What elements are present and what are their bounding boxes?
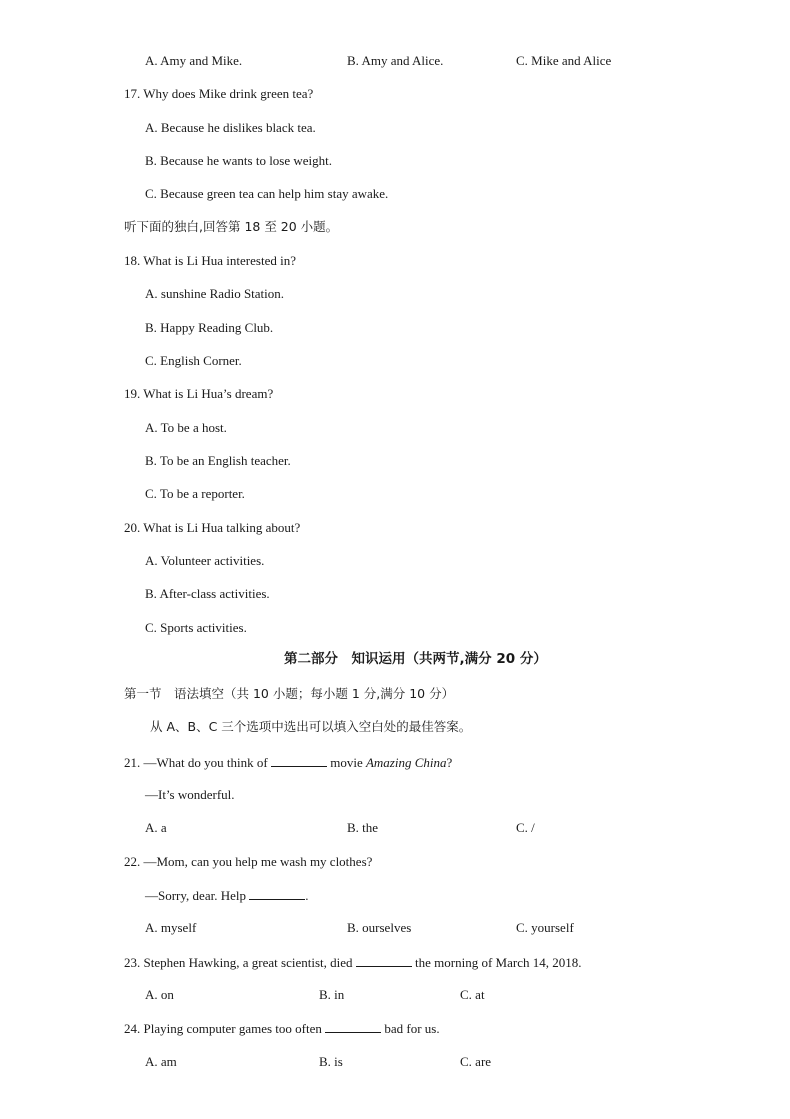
q20-option-b: B. After-class activities. bbox=[145, 586, 270, 601]
q19-option-c: C. To be a reporter. bbox=[145, 486, 245, 501]
q22-reply bbox=[145, 887, 308, 904]
section-one-instruction: 从 A、B、C 三个选项中选出可以填入空白处的最佳答案。 bbox=[150, 719, 472, 734]
q23-option-b: B. in bbox=[319, 987, 345, 1002]
part-two-title: 第二部分 知识运用（共两节,满分 20 分） bbox=[284, 651, 547, 667]
q18-option-a: A. sunshine Radio Station. bbox=[145, 286, 285, 301]
q19-option-a: A. To be a host. bbox=[145, 420, 227, 435]
q20-stem: 20. What is Li Hua talking about? bbox=[124, 520, 301, 535]
q18-option-c: C. English Corner. bbox=[145, 353, 242, 368]
q24-option-b: B. is bbox=[319, 1054, 343, 1069]
q21-stem-pre: 21. —What do you think of bbox=[124, 755, 268, 770]
q17-option-a: A. Because he dislikes black tea. bbox=[145, 120, 316, 135]
q21-option-c: C. / bbox=[516, 820, 535, 835]
q22-reply-pre: —Sorry, dear. Help bbox=[145, 888, 246, 903]
q17-stem: 17. Why does Mike drink green tea? bbox=[124, 86, 314, 101]
q20-option-c: C. Sports activities. bbox=[145, 620, 247, 635]
q23-stem bbox=[124, 954, 581, 971]
q21-option-a: A. a bbox=[145, 820, 167, 835]
q22-option-a: A. myself bbox=[145, 920, 197, 935]
q21-blank bbox=[271, 754, 327, 767]
q23-option-a: A. on bbox=[145, 987, 174, 1002]
q23-option-c: C. at bbox=[460, 987, 485, 1002]
q16-option-c: C. Mike and Alice bbox=[516, 53, 612, 68]
q19-option-b: B. To be an English teacher. bbox=[145, 453, 291, 468]
q17-option-b: B. Because he wants to lose weight. bbox=[145, 153, 333, 168]
q20-option-a: A. Volunteer activities. bbox=[145, 553, 265, 568]
q21-option-b: B. the bbox=[347, 820, 379, 835]
q18-option-b: B. Happy Reading Club. bbox=[145, 320, 274, 335]
q22-blank bbox=[249, 887, 305, 900]
q22-stem: 22. —Mom, can you help me wash my clothes? bbox=[124, 854, 373, 869]
q17-option-c: C. Because green tea can help him stay awake. bbox=[145, 186, 389, 201]
q22-option-c: C. yourself bbox=[516, 920, 574, 935]
q22-option-b: B. ourselves bbox=[347, 920, 412, 935]
q16-option-a: A. Amy and Mike. bbox=[145, 53, 243, 68]
section-one-title: 第一节 语法填空（共 10 小题；每小题 1 分,满分 10 分） bbox=[124, 686, 455, 701]
q22-reply-end: . bbox=[305, 888, 309, 903]
q16-option-b: B. Amy and Alice. bbox=[347, 53, 444, 68]
listening-instruction: 听下面的独白,回答第 18 至 20 小题。 bbox=[124, 219, 339, 234]
q24-option-c: C. are bbox=[460, 1054, 492, 1069]
q21-stem-end: ? bbox=[446, 755, 453, 770]
q23-stem-post: the morning of March 14, 2018. bbox=[415, 955, 582, 970]
q24-blank bbox=[325, 1020, 381, 1033]
q24-option-a: A. am bbox=[145, 1054, 177, 1069]
q24-stem-pre: 24. Playing computer games too often bbox=[124, 1021, 322, 1036]
q24-stem-post: bad for us. bbox=[384, 1021, 440, 1036]
q21-reply: —It’s wonderful. bbox=[145, 787, 235, 802]
q21-stem bbox=[124, 754, 452, 771]
q23-blank bbox=[356, 954, 412, 967]
q23-stem-pre: 23. Stephen Hawking, a great scientist, died bbox=[124, 955, 353, 970]
q24-stem bbox=[124, 1020, 440, 1037]
q19-stem: 19. What is Li Hua’s dream? bbox=[124, 386, 274, 401]
q18-stem: 18. What is Li Hua interested in? bbox=[124, 253, 296, 268]
q21-movie-title: Amazing China bbox=[365, 755, 447, 770]
q21-stem-post: movie bbox=[330, 755, 363, 770]
